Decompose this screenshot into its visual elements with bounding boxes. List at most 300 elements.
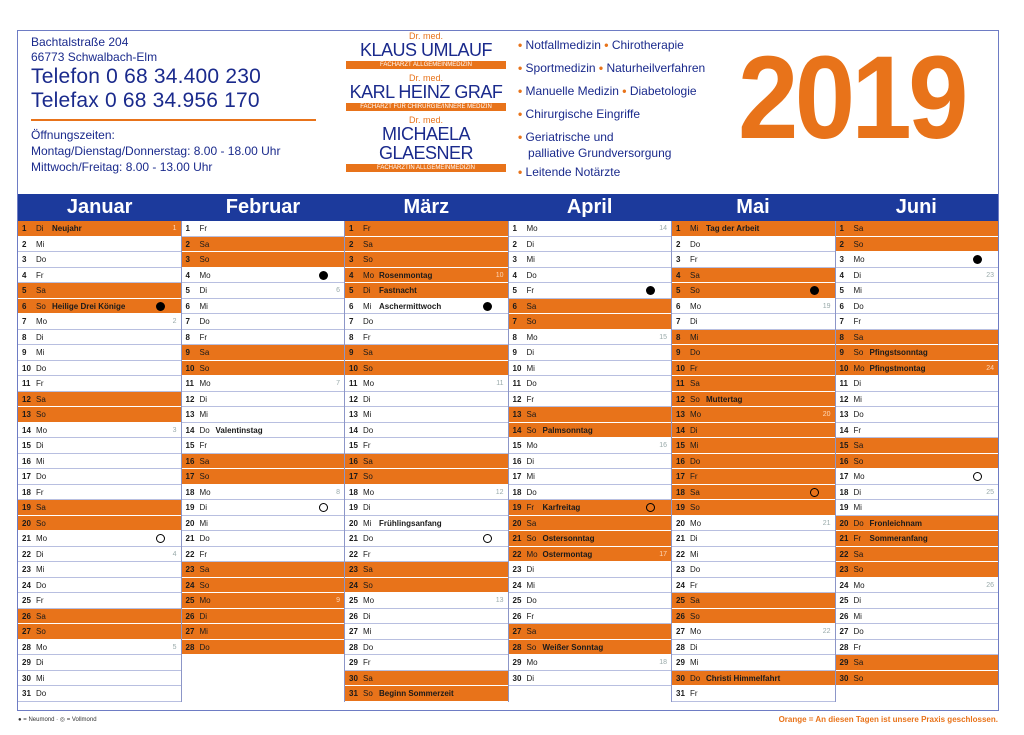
day-row [18, 531, 181, 547]
day-number: 7 [22, 317, 27, 326]
day-number: 3 [839, 255, 844, 264]
day-number: 19 [839, 503, 849, 512]
day-row [509, 237, 672, 253]
day-row [509, 469, 672, 485]
day-row [672, 578, 835, 594]
weekday: Do [853, 301, 864, 311]
weekday: Sa [36, 394, 46, 404]
day-number: 30 [839, 673, 849, 683]
day-row [836, 237, 999, 253]
day-row [345, 268, 508, 284]
day-number: 25 [22, 596, 31, 605]
day-number: 17 [676, 472, 685, 481]
weekday: Mi [199, 518, 208, 528]
day-row [345, 361, 508, 377]
weekday: Sa [853, 441, 864, 450]
day-number: 22 [349, 549, 358, 559]
day-number: 24 [676, 580, 685, 590]
day-row [672, 268, 835, 284]
day-number: 11 [676, 379, 685, 388]
new-moon-icon [810, 286, 819, 295]
weekday: So [526, 534, 537, 543]
holiday-label: Muttertag [706, 394, 743, 404]
day-row [672, 547, 835, 563]
day-row [182, 330, 345, 346]
full-moon-icon [156, 534, 165, 543]
day-number: 14 [349, 425, 358, 435]
day-row [672, 361, 835, 377]
day-row [182, 438, 345, 454]
day-number: 6 [839, 301, 844, 311]
day-number: 4 [839, 270, 844, 280]
day-row [345, 392, 508, 408]
day-row [345, 330, 508, 346]
day-row [345, 221, 508, 237]
day-row [672, 516, 835, 532]
weekday: Fr [690, 580, 698, 590]
day-number: 23 [22, 565, 31, 574]
weekday: Sa [526, 518, 537, 528]
day-row [672, 283, 835, 299]
day-row [182, 593, 345, 609]
holiday-label: Neujahr [52, 224, 82, 233]
full-moon-icon [483, 534, 492, 543]
day-row [836, 268, 999, 284]
weekday: Mi [690, 224, 699, 233]
month-column [672, 221, 836, 702]
day-number: 8 [22, 332, 27, 342]
weekday: Do [36, 689, 47, 698]
weekday: Di [526, 348, 535, 357]
day-row [836, 252, 999, 268]
week-number: 13 [495, 597, 504, 604]
service: Chirurgische Eingriffe [525, 107, 641, 121]
day-number: 13 [512, 410, 522, 419]
day-row [18, 438, 181, 454]
header [18, 31, 998, 194]
service-line [518, 129, 748, 161]
weekday: Mi [363, 518, 372, 528]
day-row [672, 686, 835, 702]
day-number: 27 [22, 627, 31, 636]
weekday: Do [526, 596, 537, 605]
day-row [509, 438, 672, 454]
day-row [345, 283, 508, 299]
day-number: 21 [22, 534, 31, 543]
weekday: Mi [853, 394, 862, 404]
weekday: So [853, 673, 864, 683]
day-row [18, 221, 181, 237]
weekday: Do [363, 642, 374, 652]
day-number: 24 [512, 580, 522, 590]
day-row [18, 299, 181, 315]
day-number: 14 [839, 425, 849, 435]
holiday-label: Heilige Drei Könige [52, 301, 126, 311]
full-moon-icon [319, 503, 328, 512]
doctor-title: Dr. med. [408, 31, 443, 41]
weekday: Di [853, 379, 862, 388]
day-number: 2 [839, 239, 844, 249]
day-number: 29 [839, 658, 849, 667]
day-number: 31 [22, 689, 31, 698]
weekday: Mi [526, 472, 535, 481]
day-number: 28 [676, 642, 685, 652]
street: Bachtalstraße 204 [31, 35, 129, 49]
day-number: 10 [676, 363, 685, 373]
doctor-role: FACHARZT ALLGEMEINMEDIZIN [346, 61, 506, 69]
weekday: Di [36, 658, 44, 667]
weekday: Sa [526, 627, 537, 636]
day-row [18, 283, 181, 299]
weekday: Do [853, 410, 864, 419]
weekday: Fr [199, 441, 208, 450]
service: Sportmedizin [525, 61, 596, 75]
weekday: Di [853, 270, 862, 280]
day-number: 5 [676, 286, 681, 295]
day-number: 3 [349, 255, 354, 264]
day-row [18, 686, 181, 702]
weekday: Fr [363, 441, 371, 450]
weekday: So [363, 580, 373, 590]
day-row [509, 376, 672, 392]
weekday: Fr [36, 270, 44, 280]
weekday: Mi [363, 627, 372, 636]
weekday: Fr [690, 363, 698, 373]
weekday: Di [853, 487, 862, 497]
day-row [182, 640, 345, 656]
weekday: So [363, 255, 373, 264]
day-row [345, 237, 508, 253]
weekday: Mo [199, 379, 211, 388]
service-line [518, 106, 748, 122]
day-row [836, 438, 999, 454]
day-row [18, 423, 181, 439]
weekday: Fr [690, 472, 698, 481]
day-number: 7 [676, 317, 681, 326]
footer [18, 713, 998, 727]
weekday: Mo [36, 642, 48, 652]
weekday: Do [690, 565, 701, 574]
full-moon-icon [973, 472, 982, 481]
day-number: 15 [349, 441, 358, 450]
day-number: 17 [349, 472, 358, 481]
week-number: 24 [986, 364, 994, 372]
day-number: 29 [349, 658, 358, 667]
day-row [345, 314, 508, 330]
weekday: Mi [853, 286, 862, 295]
city: 66773 Schwalbach-Elm [31, 50, 158, 64]
day-number: 25 [839, 596, 849, 605]
day-number: 28 [512, 642, 522, 652]
day-row [836, 671, 999, 687]
day-number: 18 [512, 487, 522, 497]
weekday: Di [526, 565, 535, 574]
day-row [345, 547, 508, 563]
day-row [509, 516, 672, 532]
day-number: 5 [349, 286, 354, 295]
weekday: Di [363, 611, 371, 621]
day-number: 22 [512, 549, 522, 559]
week-number: 10 [495, 271, 504, 279]
day-row [345, 640, 508, 656]
day-row [836, 407, 999, 423]
day-number: 21 [839, 534, 849, 543]
day-row [509, 423, 672, 439]
day-number: 26 [676, 611, 685, 621]
day-number: 23 [839, 565, 849, 574]
day-number: 26 [839, 611, 849, 621]
bullet-icon: • [518, 61, 526, 75]
day-row [836, 531, 999, 547]
week-number: 17 [659, 550, 667, 558]
day-number: 1 [512, 224, 517, 233]
services-list [518, 37, 748, 187]
day-row [509, 547, 672, 563]
weekday: Fr [199, 224, 208, 233]
day-row [18, 516, 181, 532]
day-row [18, 361, 181, 377]
day-row [18, 671, 181, 687]
week-number: 5 [172, 643, 177, 651]
day-number: 29 [22, 658, 31, 667]
day-row [345, 531, 508, 547]
month-column [345, 221, 509, 702]
day-row [18, 454, 181, 470]
day-number: 24 [839, 580, 849, 590]
weekday: Do [363, 534, 374, 543]
weekday: Do [853, 518, 864, 528]
weekday: Fr [853, 534, 862, 543]
day-row [182, 547, 345, 563]
day-number: 17 [22, 472, 31, 481]
weekday: Sa [36, 503, 46, 512]
day-number: 23 [512, 565, 522, 574]
week-number: 26 [986, 581, 994, 589]
weekday: Mo [199, 487, 211, 497]
weekday: Fr [199, 549, 208, 559]
service: Notfallmedizin [525, 38, 601, 52]
day-row [18, 268, 181, 284]
day-number: 1 [676, 224, 681, 233]
day-number: 9 [349, 348, 354, 357]
day-row [345, 299, 508, 315]
day-number: 22 [22, 549, 31, 559]
weekday: Mi [690, 332, 699, 342]
day-number: 4 [676, 270, 681, 280]
weekday: Mo [690, 518, 702, 528]
holiday-label: Beginn Sommerzeit [379, 689, 454, 698]
day-number: 15 [676, 441, 685, 450]
weekday: Di [36, 441, 44, 450]
weekday: Di [199, 611, 208, 621]
day-row [836, 221, 999, 237]
weekday: Fr [363, 332, 371, 342]
holiday-label: Pfingstmontag [869, 363, 926, 373]
day-number: 14 [22, 425, 31, 435]
day-row [672, 671, 835, 687]
day-number: 8 [349, 332, 354, 342]
weekday: Mi [526, 255, 535, 264]
weekday: Sa [363, 673, 373, 683]
day-number: 10 [839, 363, 849, 373]
day-number: 27 [839, 627, 849, 636]
day-row [345, 686, 508, 702]
day-row [18, 655, 181, 671]
week-number: 4 [172, 550, 177, 558]
day-row [509, 578, 672, 594]
day-number: 24 [349, 580, 358, 590]
weekday: Mo [36, 317, 48, 326]
weekday: Mi [36, 565, 45, 574]
month-header-3: April [566, 196, 613, 218]
day-row [182, 221, 345, 237]
day-number: 8 [512, 332, 517, 342]
day-row [836, 314, 999, 330]
weekday: So [363, 363, 373, 373]
day-row [182, 299, 345, 315]
weekday: Di [526, 456, 535, 466]
week-number: 14 [659, 225, 667, 232]
day-row [182, 268, 345, 284]
service-line [518, 164, 748, 180]
day-row [509, 361, 672, 377]
day-number: 5 [185, 286, 190, 295]
day-row [672, 392, 835, 408]
doctor-name: KLAUS UMLAUF [359, 40, 493, 60]
day-row [509, 268, 672, 284]
service: Chirotherapie [611, 38, 684, 52]
weekday: Mo [690, 410, 702, 419]
service: Geriatrische und [525, 130, 614, 144]
day-number: 21 [185, 534, 195, 543]
holiday-label: Aschermittwoch [379, 301, 442, 311]
day-row [18, 252, 181, 268]
weekday: So [36, 627, 46, 636]
day-number: 16 [676, 456, 685, 466]
day-row [509, 500, 672, 516]
day-row [672, 485, 835, 501]
day-row [836, 547, 999, 563]
day-number: 15 [839, 441, 849, 450]
day-number: 26 [349, 611, 358, 621]
day-number: 20 [839, 518, 849, 528]
day-number: 1 [22, 224, 27, 233]
day-row [509, 531, 672, 547]
weekday: Fr [690, 255, 698, 264]
day-row [345, 562, 508, 578]
day-number: 20 [349, 518, 358, 528]
day-number: 30 [676, 673, 685, 683]
week-number: 7 [336, 380, 340, 387]
weekday: Fr [363, 658, 371, 667]
weekday: Fr [36, 379, 44, 388]
weekday: Mi [363, 301, 372, 311]
day-number: 31 [349, 689, 358, 698]
weekday: Mo [853, 580, 865, 590]
weekday: Di [363, 503, 371, 512]
day-row [18, 237, 181, 253]
day-row [836, 299, 999, 315]
doctor-1 [346, 31, 506, 69]
day-row [182, 237, 345, 253]
day-row [672, 299, 835, 315]
day-row [672, 330, 835, 346]
day-number: 3 [512, 255, 517, 264]
day-row [672, 593, 835, 609]
day-row [18, 500, 181, 516]
month-header-4: Mai [736, 196, 770, 218]
weekday: So [36, 410, 46, 419]
day-number: 4 [512, 270, 517, 280]
day-number: 11 [22, 379, 31, 388]
weekday: Do [690, 239, 701, 249]
week-number: 11 [496, 380, 504, 387]
day-number: 22 [185, 549, 195, 559]
weekday: Fr [363, 224, 371, 233]
day-row [18, 640, 181, 656]
day-row [672, 376, 835, 392]
day-number: 7 [512, 317, 517, 326]
weekday: Fr [36, 487, 44, 497]
day-row [672, 624, 835, 640]
month-header-bar [18, 194, 998, 221]
weekday: Mi [199, 301, 208, 311]
day-number: 15 [22, 441, 31, 450]
weekday: Mo [526, 441, 538, 450]
day-row [672, 531, 835, 547]
holiday-label: Ostersonntag [542, 534, 595, 543]
new-moon-icon [319, 271, 328, 280]
week-number: 6 [336, 287, 340, 294]
day-number: 27 [185, 627, 195, 636]
day-number: 13 [22, 410, 31, 419]
day-number: 25 [185, 596, 195, 605]
weekday: Di [363, 286, 371, 295]
day-number: 19 [22, 503, 31, 512]
bullet-icon: • [598, 61, 607, 75]
day-number: 10 [185, 363, 195, 373]
day-row [18, 593, 181, 609]
hours-line-2: Mittwoch/Freitag: 8.00 - 13.00 Uhr [31, 160, 213, 174]
day-row [509, 299, 672, 315]
day-row [182, 485, 345, 501]
weekday: Mi [690, 658, 699, 667]
day-number: 27 [349, 627, 358, 636]
day-number: 25 [512, 596, 522, 605]
day-row [836, 345, 999, 361]
day-number: 21 [349, 534, 358, 543]
weekday: Sa [690, 487, 700, 497]
weekday: So [199, 472, 210, 481]
day-row [509, 562, 672, 578]
weekday: Do [363, 317, 374, 326]
day-number: 6 [22, 301, 27, 311]
weekday: Sa [853, 332, 864, 342]
bullet-icon: • [518, 130, 526, 144]
day-row [672, 423, 835, 439]
weekday: Sa [199, 456, 210, 466]
day-number: 21 [512, 534, 522, 543]
day-row [18, 314, 181, 330]
day-number: 9 [22, 348, 27, 357]
weekday: Fr [526, 394, 535, 404]
day-row [672, 314, 835, 330]
weekday: So [526, 425, 537, 435]
weekday: Mi [199, 627, 208, 636]
moon-legend: ● = Neumond · ◎ = Vollmond [18, 717, 97, 723]
weekday: Mi [36, 673, 45, 683]
weekday: Sa [363, 456, 373, 466]
